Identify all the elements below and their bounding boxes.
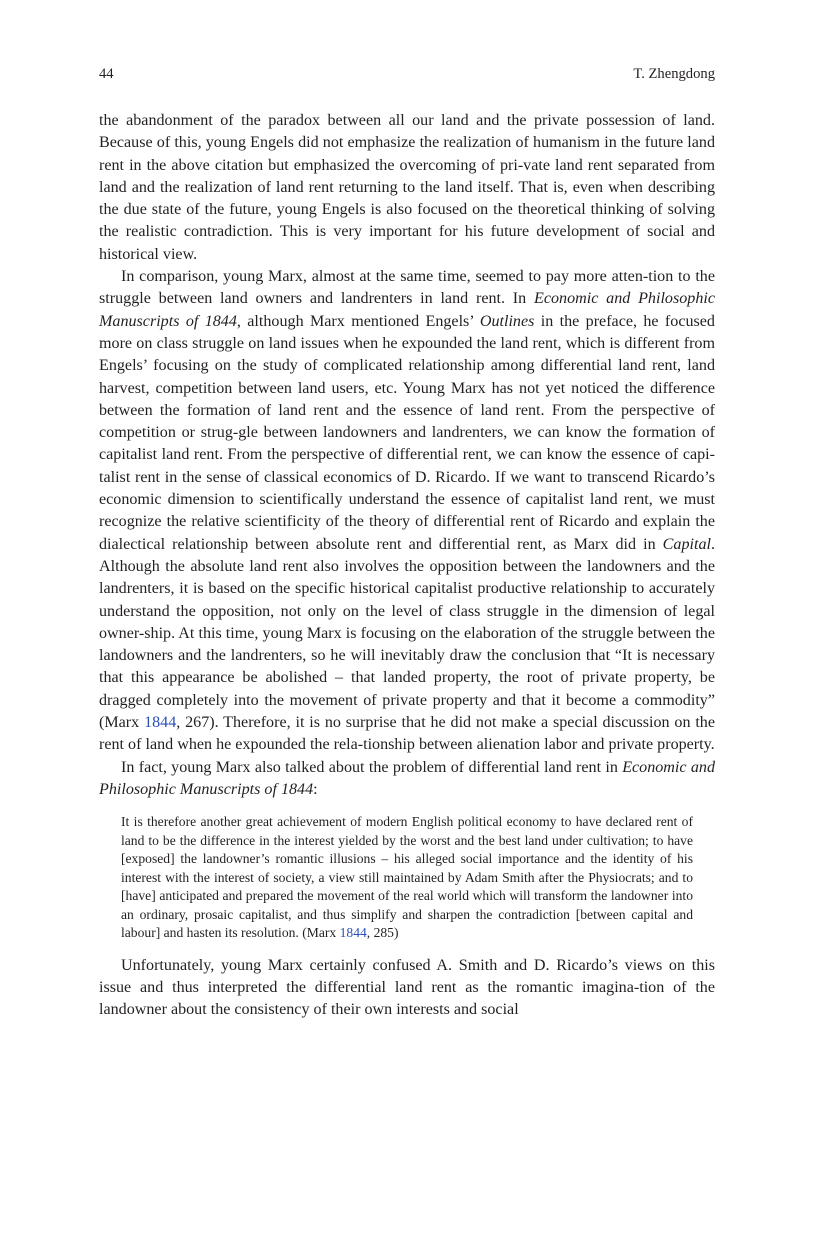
paragraph-3-text-2: : xyxy=(313,780,318,798)
paragraph-2-text-3: in the preface, he focused more on class struggle on land issues when he expounded the land rent, which is different from Engels’ focusing on the study of complicated relationship among differential land rent, land harvest, competition between land users, etc. Young Marx has not yet noticed the difference between the formation of land rent and the essence of land rent. From the perspective of competition or strug-gle between landowners and landrenters, we can know the formation of capitalist land rent. From the perspective of differential rent, we can know the essence of capi-talist rent in the sense of classical economics of D. Ricardo. If we want to transcend Ricardo’s economic dimension to scientifically understand the essence of capitalist land rent, we must recognize the relative scientificity of the theory of differential rent of Ricardo and explain the dialectical relationship between absolute rent and differential rent, as Marx did in xyxy=(99,312,715,553)
citation-link-marx-1844-285[interactable]: 1844 xyxy=(339,925,367,941)
paragraph-4-text: Unfortunately, young Marx certainly confused A. Smith and D. Ricardo’s views on this issue and thus interpreted the differential land rent as the romantic imagina-tion of the landowner about the consistency of their own interests and social xyxy=(99,956,715,1019)
paragraph-2-text-5: , 267). Therefore, it is no surprise that he did not make a special discussion on the rent of land when he expounded the rela-tionship between alienation labor and private property. xyxy=(99,714,715,754)
paragraph-2-text-4: . Although the absolute land rent also involves the opposition between the landowners and the landrenters, it is based on the specific historical capitalist productive relationship to accurately understand the opposition, not only on the level of class struggle in the dimension of legal owner-ship. At this time, young Marx is focusing on the elaboration of the struggle between the landowners and the landrenters, so he will inevitably draw the conclusion that “It is necessary that this appearance be abolished – that landed property, the root of private property, be dragged completely into the movement of private property and that it become a commodity” (Marx xyxy=(99,535,715,732)
running-head-author: T. Zhengdong xyxy=(633,66,715,82)
paragraph-1 xyxy=(99,110,715,266)
book-title-manuscripts: Economic and Philosophic Manuscripts of 1844 xyxy=(99,290,715,330)
page-number: 44 xyxy=(99,66,114,82)
paragraph-3 xyxy=(99,757,715,802)
paragraph-2-text-1: In comparison, young Marx, almost at the same time, seemed to pay more atten-tion to the struggle between land owners and landrenters in land rent. In xyxy=(99,268,715,308)
paragraph-1-text: the abandonment of the paradox between all our land and the private possession of land. Because of this, young Engels did not emphasize the realization of humanism in the future land rent in the above citation but emphasized the overcoming of pri-vate land rent separated from land and the realization of land rent returning to the land itself. That is, even when describing the due state of the future, young Engels is also focused on the theoretical thinking of solving the realistic contradiction. This is very important for his future development of social and historical view. xyxy=(99,112,715,263)
paragraph-4 xyxy=(99,955,715,1022)
citation-link-marx-1844-267[interactable]: 1844 xyxy=(144,714,177,732)
block-quote-text-2: , 285) xyxy=(366,925,399,941)
book-title-outlines: Outlines xyxy=(479,312,535,330)
book-title-capital: Capital xyxy=(662,535,711,553)
block-quote-text xyxy=(121,813,693,943)
block-quote xyxy=(121,813,693,943)
paragraph-2 xyxy=(99,266,715,757)
book-title-manuscripts-2: Economic and Philosophic Manuscripts of 1844 xyxy=(99,758,715,798)
paragraph-3-text-1: In fact, young Marx also talked about the problem of differential land rent in xyxy=(121,758,623,776)
paragraph-2-text-2: , although Marx mentioned Engels’ xyxy=(236,312,480,330)
body-text xyxy=(99,110,715,1022)
block-quote-text-1: It is therefore another great achievement of modern English political economy to have declared rent of land to be the difference in the interest yielded by the worst and the best land under cultivation; to have [exposed] the landowner’s romantic illusions – his alleged social importance and the identity of his interest with the interest of society, a view still maintained by Adam Smith after the Physiocrats; and to [have] anticipated and prepared the movement of the real world which will transform the landowner into an ordinary, prosaic capitalist, and thus simplify and sharpen the contradiction [between capital and labour] and hasten its resolution. (Marx xyxy=(121,814,693,941)
